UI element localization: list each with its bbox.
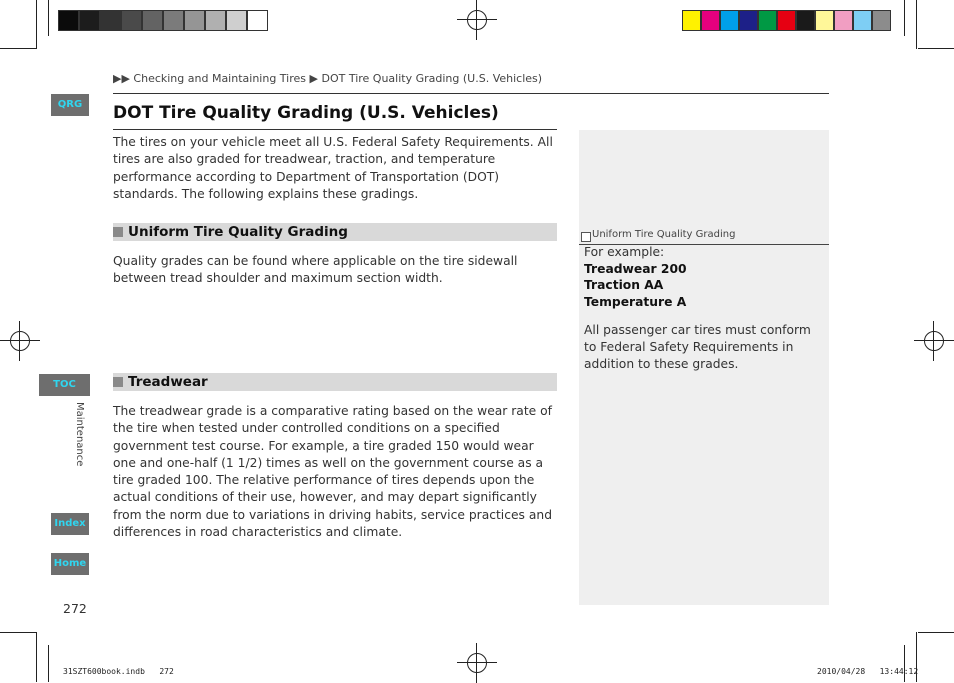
- footer-timestamp: 2010/04/28 13:44:12: [817, 667, 919, 676]
- color-swatch: [872, 10, 891, 31]
- registration-mark-top: [457, 0, 497, 40]
- color-swatch: [815, 10, 834, 31]
- process-color-bar: [682, 10, 896, 30]
- note-link-icon[interactable]: [581, 232, 591, 242]
- sidebar-heading[interactable]: Uniform Tire Quality Grading: [592, 229, 736, 240]
- page-title: DOT Tire Quality Grading (U.S. Vehicles): [113, 103, 499, 123]
- color-swatch: [777, 10, 796, 31]
- section-heading-treadwear: [113, 373, 557, 391]
- color-swatch: [739, 10, 758, 31]
- breadcrumb[interactable]: ▶▶ Checking and Maintaining Tires ▶ DOT Tire Quality Grading (U.S. Vehicles): [113, 72, 543, 85]
- sidebar-grade-traction: Traction AA: [584, 278, 664, 292]
- gray-swatch: [58, 10, 79, 31]
- page-number: 272: [63, 601, 87, 616]
- section-heading-uniform-grading: [113, 223, 557, 241]
- index-button[interactable]: Index: [51, 513, 89, 535]
- gray-swatch: [205, 10, 226, 31]
- gray-swatch: [247, 10, 268, 31]
- gray-swatch: [184, 10, 205, 31]
- footer-file-info: 31SZT600book.indb 272: [63, 667, 174, 676]
- section-heading-label: Uniform Tire Quality Grading: [128, 224, 348, 240]
- color-swatch: [701, 10, 720, 31]
- title-rule: [113, 129, 557, 130]
- registration-mark-bottom: [457, 643, 497, 683]
- treadwear-paragraph: The treadwear grade is a comparative rating based on the wear rate of the tire when tested under controlled conditions on a specified government test course. For example, a tire graded 150 would wear one and one-half (1 1/2) times as well on the government course as a tire graded 100. The relative performance of tires depends upon the actual conditions of their use, however, and may depart significantly from the norm due to variations in driving habits, service practices and differences in road characteristics and climate.: [113, 404, 553, 540]
- intro-paragraph: The tires on your vehicle meet all U.S. Federal Safety Requirements. All tires are also graded for treadwear, traction, and temperature performance according to Department of Transportation (DOT) standards. The following explains these gradings.: [113, 135, 553, 201]
- gray-swatch: [226, 10, 247, 31]
- sidebar-example-intro: For example:: [584, 245, 665, 259]
- section-square-icon: [113, 377, 123, 387]
- section-heading-label: Treadwear: [128, 374, 208, 390]
- gray-swatch: [163, 10, 184, 31]
- gray-swatch: [79, 10, 100, 31]
- registration-mark-left: [0, 321, 40, 361]
- sidebar-grade-treadwear: Treadwear 200: [584, 262, 687, 276]
- gray-swatch: [121, 10, 142, 31]
- color-swatch: [834, 10, 853, 31]
- header-rule: [113, 93, 829, 94]
- color-swatch: [758, 10, 777, 31]
- qrg-button[interactable]: QRG: [51, 94, 89, 116]
- uniform-grading-paragraph: Quality grades can be found where applicable on the tire sidewall between tread shoulder and maximum section width.: [113, 254, 518, 286]
- toc-button[interactable]: TOC: [39, 374, 90, 396]
- grayscale-color-bar: [58, 10, 272, 30]
- sidebar-note: All passenger car tires must conform to Federal Safety Requirements in addition to these grades.: [584, 323, 811, 371]
- color-swatch: [853, 10, 872, 31]
- chapter-side-label: Maintenance: [74, 402, 85, 467]
- registration-mark-right: [914, 321, 954, 361]
- color-swatch: [720, 10, 739, 31]
- color-swatch: [682, 10, 701, 31]
- color-swatch: [796, 10, 815, 31]
- gray-swatch: [100, 10, 121, 31]
- sidebar-grade-temperature: Temperature A: [584, 295, 687, 309]
- gray-swatch: [142, 10, 163, 31]
- home-button[interactable]: Home: [51, 553, 89, 575]
- section-square-icon: [113, 227, 123, 237]
